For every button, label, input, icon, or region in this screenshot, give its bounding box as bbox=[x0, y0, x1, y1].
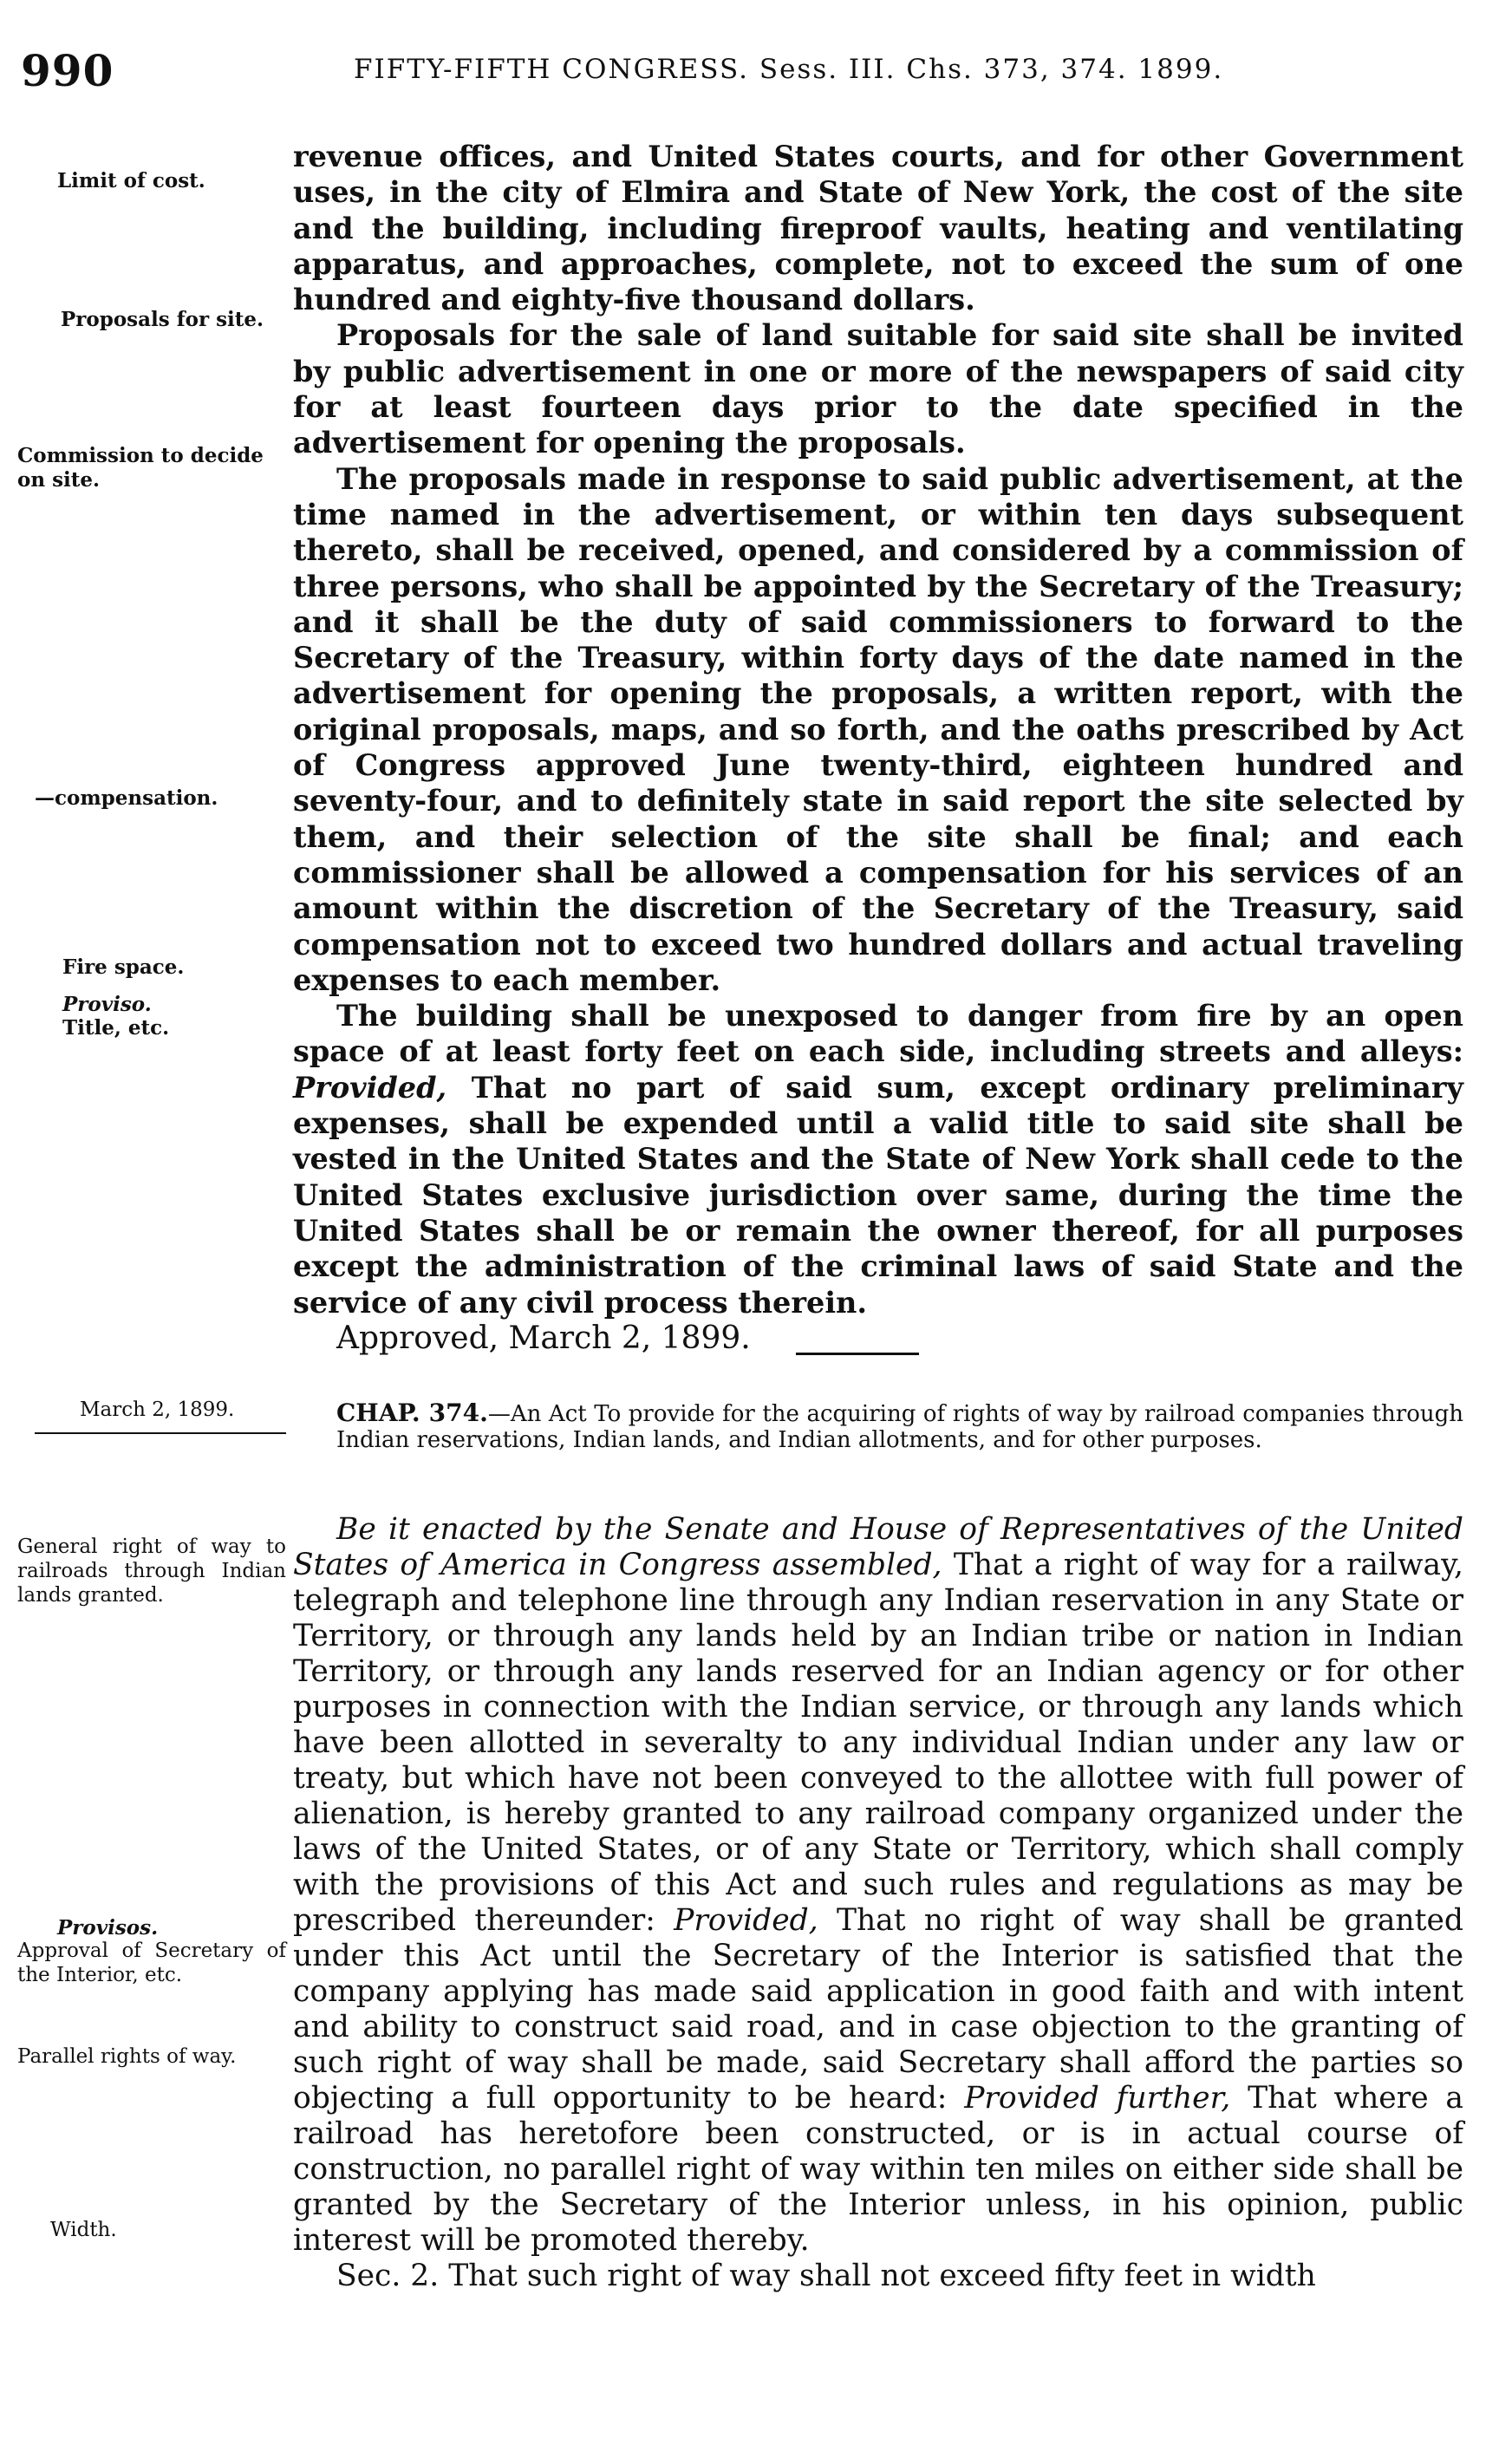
section-2: Sec. 2. That such right of way shall not exceed fifty feet in width bbox=[336, 2259, 1316, 2293]
section-1-text-a: That a right of way for a railway, telegraph and telephone line through any Indian reservation in any State or Territory, or through any lands held by an Indian tribe or nation in Indian Territory, or through any lands reserved for an Indian agency or for other purposes in connection with the Indian service, or through any lands which have been allotted in severalty to any individual Indian under any law or treaty, but which have not been conveyed to the allottee with full power of alienation, is hereby granted to any railroad company organized under the laws of the United States, or of any State or Territory, which shall comply with the provisions of this Act and such rules and regulations as may be prescribed thereunder: bbox=[293, 1548, 1463, 1938]
chapter-label: CHAP. 374. bbox=[336, 1399, 488, 1427]
fire-space-text: The building shall be unexposed to danger from fire by an open space of at least forty feet on each side, including streets and alleys: bbox=[293, 999, 1463, 1069]
margin-note-date: March 2, 1899. bbox=[80, 1399, 235, 1421]
margin-note-approval: Approval of Secretary of the Interior, etc. bbox=[17, 1940, 286, 1986]
margin-note-commission: Commission to decide on site. bbox=[17, 444, 264, 492]
act-374-text bbox=[293, 1512, 1463, 2294]
margin-note-width: Width. bbox=[50, 2219, 117, 2241]
margin-note-proviso: Proviso. bbox=[62, 993, 152, 1016]
provided-further-keyword: Provided further, bbox=[964, 2081, 1231, 2116]
provided-keyword: Provided, bbox=[293, 1070, 447, 1105]
title-text: That no part of said sum, except ordinary preliminary expenses, shall be expended until a valid title to said site shall be vested in the United States and the State of New York shall cede to the United States exclusive jurisdiction over same, during the time the United States shall be or remain the owner thereof, for all purposes except the administration of the criminal laws of said State and the service of any civil process therein. bbox=[293, 1070, 1463, 1320]
margin-note-parallel: Parallel rights of way. bbox=[17, 2045, 237, 2068]
chapter-title: —An Act To provide for the acquiring of rights of way by railroad companies through Indian reservations, Indian lands, and Indian allotments, and for other purposes. bbox=[336, 1401, 1463, 1453]
margin-note-compensation: —compensation. bbox=[35, 786, 218, 810]
paragraph-cost: revenue offices, and United States courts, and for other Government uses, in the city of Elmira and State of New York, the cost of the site and the building, including fireproof vaults, heating and ventilating apparatus, and approaches, complete, not to exceed the sum of one hundred and eighty-five thousand dollars. bbox=[293, 140, 1463, 317]
margin-note-fire-space: Fire space. bbox=[62, 955, 185, 979]
act-373-text bbox=[293, 139, 1463, 1356]
running-head: FIFTY-FIFTH CONGRESS. Sess. III. Chs. 373, 374. 1899. bbox=[354, 54, 1224, 85]
enacting-clause: Be it enacted by the Senate and House of Representatives of the United States of America in Congress assembled, bbox=[293, 1512, 1463, 1582]
paragraph-proposals: Proposals for the sale of land suitable for said site shall be invited by public advertisement in one or more of the newspapers of said city for at least fourteen days prior to the date specified in the advertisement for opening the proposals. bbox=[293, 318, 1463, 460]
margin-note-limit-cost: Limit of cost. bbox=[57, 169, 205, 192]
page-number: 990 bbox=[21, 45, 114, 96]
section-1-text-b: That no right of way shall be granted under this Act until the Secretary of the Interior is satisfied that the company applying has made said application in good faith and with intent and ability to construct said road, and in case objection to the granting of such right of way shall be made, said Secretary shall afford the parties so objecting a full opportunity to be heard: bbox=[293, 1903, 1464, 2116]
chapter-heading bbox=[336, 1400, 1463, 1453]
paragraph-fire-space bbox=[293, 998, 1463, 1320]
section-1 bbox=[293, 1512, 1463, 2259]
section-divider bbox=[796, 1353, 919, 1355]
provided-keyword-1: Provided, bbox=[674, 1903, 818, 1938]
margin-note-provisos: Provisos. bbox=[57, 1916, 159, 1940]
paragraph-commission: The proposals made in response to said public advertisement, at the time named in the advertisement, or within ten days subsequent thereto, shall be received, opened, and considered by a commission of three persons, who shall be appointed by the Secretary of the Treasury; and it shall be the duty of said commissioners to forward to the Secretary of the Treasury, within forty days of the date named in the advertisement for opening the proposals, a written report, with the original proposals, maps, and so forth, and the oaths prescribed by Act of Congress approved June twenty-third, eighteen hundred and seventy-four, and to definitely state in said report the site selected by them, and their selection of the site shall be final; and each commissioner shall be allowed a compensation for his services of an amount within the discretion of the Secretary of the Treasury, said compensation not to exceed two hundred dollars and actual traveling expenses to each member. bbox=[293, 461, 1463, 997]
approved-line: Approved, March 2, 1899. bbox=[336, 1320, 751, 1356]
section-1-text-c: That where a railroad has heretofore been constructed, or is in actual course of construction, no parallel right of way within ten miles on either side shall be granted by the Secretary of the Interior unless, in his opinion, public interest will be promoted thereby. bbox=[293, 2081, 1464, 2258]
margin-note-general-right: General right of way to railroads through Indian lands granted. bbox=[17, 1535, 286, 1607]
date-rule bbox=[35, 1432, 286, 1434]
margin-note-proposals-site: Proposals for site. bbox=[61, 308, 264, 331]
margin-note-title: Title, etc. bbox=[62, 1016, 170, 1040]
